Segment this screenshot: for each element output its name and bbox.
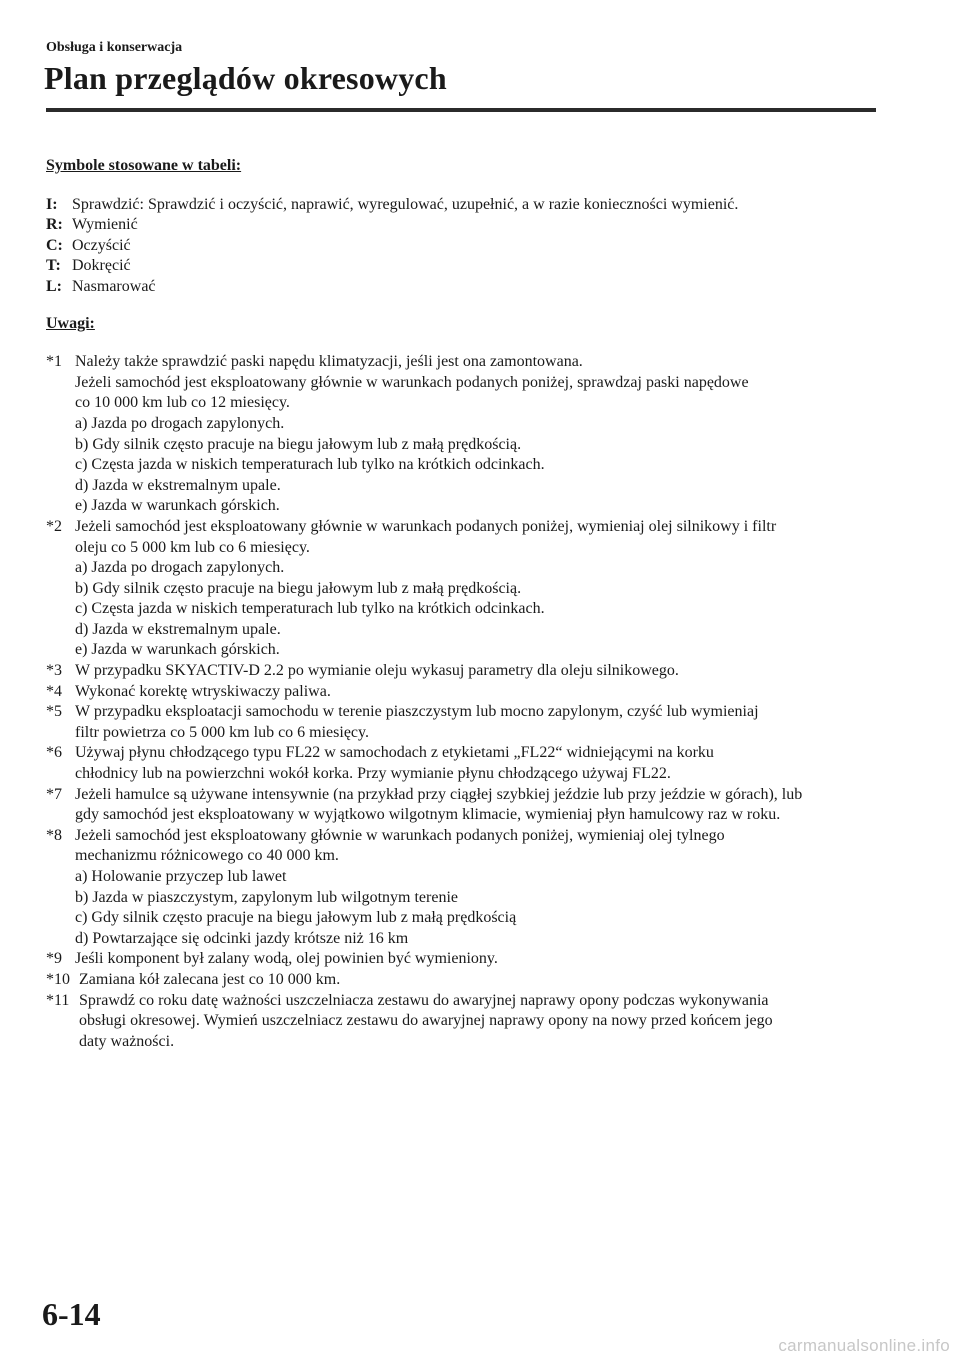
legend-row <box>46 195 876 216</box>
note-number: *9 <box>46 950 62 968</box>
note-item <box>46 991 876 1053</box>
note-item <box>46 949 876 970</box>
title-divider <box>46 108 876 112</box>
legend-description: Wymienić <box>72 216 138 234</box>
note-number: *8 <box>46 826 62 844</box>
note-line: Jeżeli samochód jest eksploatowany głównie w warunkach podanych poniżej, wymieniaj olej silnikowy i filtr <box>75 517 777 535</box>
note-text <box>75 517 876 661</box>
legend-row <box>46 256 876 277</box>
legend-key: I: <box>46 195 58 213</box>
note-line: b) Jazda w piaszczystym, zapylonym lub wilgotnym terenie <box>75 888 459 906</box>
note-line: a) Jazda po drogach zapylonych. <box>75 559 285 577</box>
note-line: c) Częsta jazda w niskich temperaturach lub tylko na krótkich odcinkach. <box>75 456 545 474</box>
note-line: Zamiana kół zalecana jest co 10 000 km. <box>79 970 341 988</box>
note-line: c) Częsta jazda w niskich temperaturach lub tylko na krótkich odcinkach. <box>75 600 545 618</box>
note-line: W przypadku eksploatacji samochodu w terenie piaszczystym lub mocno zapylonym, czyść lub wymieniaj <box>75 703 759 721</box>
note-text <box>75 743 876 784</box>
note-number: *3 <box>46 662 62 680</box>
note-line: filtr powietrza co 5 000 km lub co 6 miesięcy. <box>75 723 369 741</box>
note-line: Jeśli komponent był zalany wodą, olej powinien być wymieniony. <box>75 950 498 968</box>
note-text <box>79 991 876 1053</box>
legend-description: Nasmarować <box>72 277 156 295</box>
note-line: c) Gdy silnik często pracuje na biegu jałowym lub z małą prędkością <box>75 909 517 927</box>
note-item <box>46 826 876 950</box>
notes-heading: Uwagi: <box>46 314 95 332</box>
note-number: *11 <box>46 991 70 1009</box>
note-line: Jeżeli hamulce są używane intensywnie (na przykład przy ciągłej szybkiej jeździe lub przy jeździe w górach), lub <box>75 785 803 803</box>
legend-description: Sprawdzić: Sprawdzić i oczyścić, naprawić, wyregulować, uzupełnić, a w razie konieczności wymienić. <box>72 195 739 213</box>
note-line: chłodnicy lub na powierzchni wokół korka. Przy wymianie płynu chłodzącego używaj FL22. <box>75 765 671 783</box>
note-line: co 10 000 km lub co 12 miesięcy. <box>75 394 290 412</box>
note-number: *1 <box>46 353 62 371</box>
note-text <box>79 970 876 991</box>
note-line: gdy samochód jest eksploatowany w wyjątkowo wilgotnym klimacie, wymieniaj płyn hamulcowy raz w roku. <box>75 806 781 824</box>
note-line: b) Gdy silnik często pracuje na biegu jałowym lub z małą prędkością. <box>75 435 522 453</box>
legend-row <box>46 215 876 236</box>
note-item <box>46 970 876 991</box>
note-item <box>46 352 876 517</box>
page-number: 6-14 <box>42 1296 101 1332</box>
watermark: carmanualsonline.info <box>778 1336 950 1355</box>
note-line: a) Holowanie przyczep lub lawet <box>75 868 287 885</box>
note-line: mechanizmu różnicowego co 40 000 km. <box>75 847 339 865</box>
section-label: Obsługa i konserwacja <box>46 40 183 55</box>
note-item <box>46 517 876 661</box>
legend-description: Dokręcić <box>72 257 131 275</box>
legend-row <box>46 236 876 257</box>
note-number: *10 <box>46 970 70 988</box>
note-line: W przypadku SKYACTIV-D 2.2 po wymianie oleju wykasuj parametry dla oleju silnikowego. <box>75 662 679 680</box>
note-item <box>46 661 876 682</box>
note-text <box>75 352 876 517</box>
page-title: Plan przeglądów okresowych <box>44 60 447 96</box>
notes-list <box>46 352 876 1052</box>
legend-key: T: <box>46 257 61 275</box>
note-line: e) Jazda w warunkach górskich. <box>75 497 280 515</box>
note-line: obsługi okresowej. Wymień uszczelniacz zestawu do awaryjnej naprawy opony na nowy przed końcem jego <box>79 1012 773 1030</box>
page-content <box>46 156 876 1052</box>
note-item <box>46 743 876 784</box>
note-line: a) Jazda po drogach zapylonych. <box>75 414 285 432</box>
note-line: d) Jazda w ekstremalnym upale. <box>75 476 281 494</box>
note-item <box>46 785 876 826</box>
note-item <box>46 682 876 703</box>
symbols-legend <box>46 195 876 298</box>
note-text <box>75 826 876 950</box>
note-item <box>46 702 876 743</box>
note-line: Wykonać korektę wtryskiwaczy paliwa. <box>75 682 331 700</box>
note-number: *6 <box>46 744 62 762</box>
symbols-heading: Symbole stosowane w tabeli: <box>46 157 242 174</box>
note-line: Jeżeli samochód jest eksploatowany głównie w warunkach podanych poniżej, sprawdzaj paski napędowe <box>75 373 749 391</box>
note-text <box>75 702 876 743</box>
note-line: d) Powtarzające się odcinki jazdy krótsze niż 16 km <box>75 929 409 947</box>
legend-key: R: <box>46 216 63 234</box>
note-line: Jeżeli samochód jest eksploatowany głównie w warunkach podanych poniżej, wymieniaj olej tylnego <box>75 826 725 844</box>
note-line: daty ważności. <box>79 1032 175 1050</box>
note-text <box>75 661 876 682</box>
legend-row <box>46 277 876 298</box>
note-number: *7 <box>46 785 62 803</box>
note-line: d) Jazda w ekstremalnym upale. <box>75 620 281 638</box>
note-number: *4 <box>46 682 62 700</box>
note-text <box>75 682 876 703</box>
note-line: oleju co 5 000 km lub co 6 miesięcy. <box>75 538 310 556</box>
legend-key: L: <box>46 277 62 295</box>
legend-key: C: <box>46 236 63 254</box>
note-number: *2 <box>46 517 62 535</box>
legend-description: Oczyścić <box>72 236 131 254</box>
note-line: Używaj płynu chłodzącego typu FL22 w samochodach z etykietami „FL22“ widniejącymi na korku <box>75 744 714 762</box>
note-line: Sprawdź co roku datę ważności uszczelniacza zestawu do awaryjnej naprawy opony podczas wykonywania <box>79 991 769 1009</box>
note-number: *5 <box>46 703 62 721</box>
note-text <box>75 785 876 826</box>
note-line: Należy także sprawdzić paski napędu klimatyzacji, jeśli jest ona zamontowana. <box>75 353 583 371</box>
note-text <box>75 949 876 970</box>
note-line: e) Jazda w warunkach górskich. <box>75 641 280 659</box>
note-line: b) Gdy silnik często pracuje na biegu jałowym lub z małą prędkością. <box>75 579 522 597</box>
